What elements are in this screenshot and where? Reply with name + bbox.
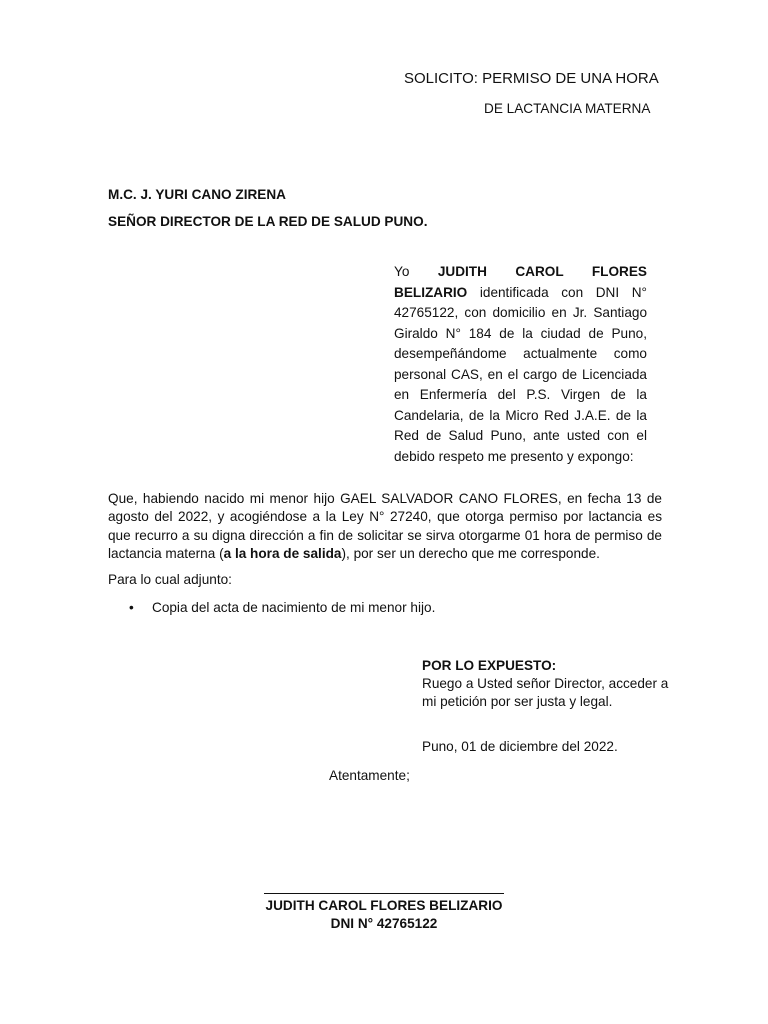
addressee-name: M.C. J. YURI CANO ZIRENA	[108, 187, 286, 202]
regards: Atentamente;	[329, 768, 410, 783]
subject-line-2: DE LACTANCIA MATERNA	[484, 101, 651, 116]
signature-name: JUDITH CAROL FLORES BELIZARIO	[265, 898, 503, 913]
request-part-1: Que, habiendo nacido mi menor hijo GAEL SALVADOR CANO FLORES, en fecha 13 de agosto del 2022, y acogiéndose a la Ley N° 27240, que otorga permiso por lactancia es que recurro a su digna dirección a fin de solicitar se sirva otorgarme 01 hora de permiso de lactancia materna (	[108, 491, 662, 562]
attachment-item-text: Copia del acta de nacimiento de mi menor hijo.	[152, 600, 436, 615]
bullet-icon: •	[129, 600, 134, 615]
request-part-2: ), por ser un derecho que me corresponde.	[341, 546, 600, 562]
signature-dni: DNI N° 42765122	[330, 916, 438, 931]
closing-title: POR LO EXPUESTO:	[422, 658, 557, 673]
addressee-title: SEÑOR DIRECTOR DE LA RED DE SALUD PUNO.	[108, 214, 428, 229]
attachments-intro: Para lo cual adjunto:	[108, 572, 232, 587]
applicant-name: JUDITH CAROL FLORES BELIZARIO	[394, 264, 647, 300]
closing-text: Ruego a Usted señor Director, acceder a mi petición por ser justa y legal.	[422, 676, 669, 709]
intro-rest: identificada con DNI N° 42765122, con domicilio en Jr. Santiago Giraldo N° 184 de la ciudad de Puno, desempeñándome actualmente como personal CAS, en el cargo de Licenciada en Enfermería del P.S. Virgen de la Candelaria, de la Micro Red J.A.E. de la Red de Salud Puno, ante usted con el debido respeto me presento y expongo:	[394, 284, 647, 464]
signature-line	[264, 893, 504, 894]
place-date: Puno, 01 de diciembre del 2022.	[422, 739, 618, 754]
intro-yo: Yo	[394, 264, 410, 279]
request-bold: a la hora de salida	[223, 546, 342, 562]
intro-paragraph	[394, 262, 647, 467]
request-paragraph	[108, 490, 662, 564]
subject-line-1: SOLICITO: PERMISO DE UNA HORA	[404, 70, 659, 87]
